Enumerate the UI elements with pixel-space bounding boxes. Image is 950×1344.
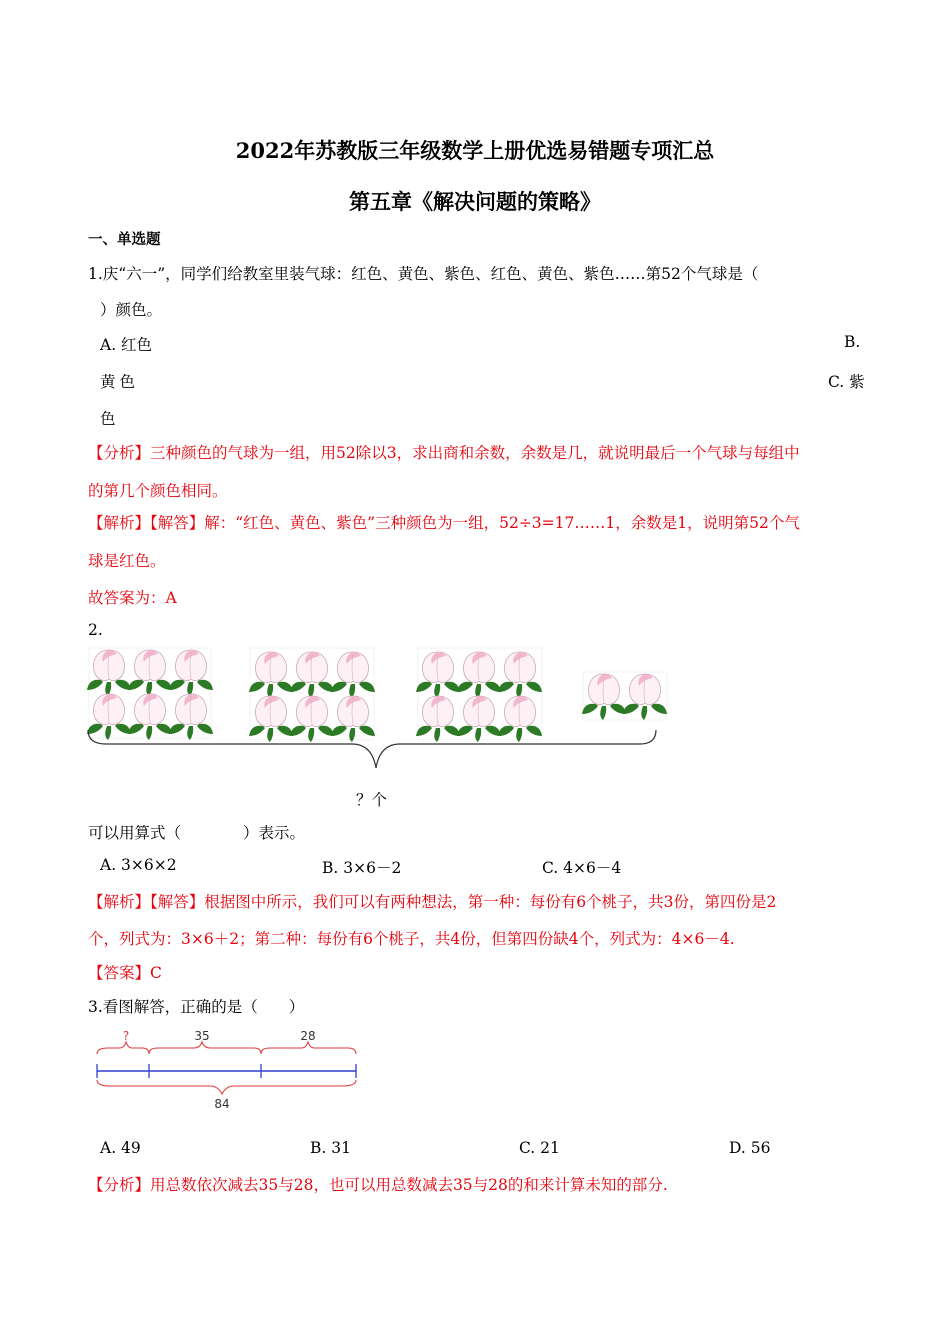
section-heading: 一、单选题 (88, 231, 161, 248)
q1-stem-line2: ）颜色。 (100, 301, 163, 319)
label-unknown: ? (122, 1029, 130, 1043)
label-84: 84 (214, 1097, 230, 1111)
peach-figure (80, 640, 680, 775)
q1-solution-line1: 【解析】【解答】解：“红色、黄色、紫色”三种颜色为一组，52÷3=17……1，余数是1，说明第52个气 (88, 514, 800, 532)
q2-solution-line1: 【解析】【解答】根据图中所示，我们可以有两种想法，第一种：每份有6个桃子，共3份，第四份是2 (88, 893, 777, 911)
q2-option-a: A. 3×6×2 (100, 856, 177, 874)
brace-unknown (97, 1042, 149, 1054)
q2-answer: 【答案】C (88, 964, 162, 982)
q1-answer: 故答案为：A (88, 589, 177, 607)
q3-option-a: A. 49 (100, 1139, 141, 1157)
q3-option-c: C. 21 (519, 1139, 560, 1157)
peach-group-2 (249, 648, 375, 742)
q3-option-d: D. 56 (729, 1139, 771, 1157)
segment-diagram (90, 1028, 370, 1118)
q3-analysis: 【分析】用总数依次减去35与28，也可以用总数减去35与28的和来计算未知的部分. (88, 1176, 668, 1194)
chapter-subtitle: 第五章《解决问题的策略》 (349, 189, 601, 214)
q1-analysis-line2: 的第几个颜色相同。 (88, 482, 228, 500)
peach-group-1 (87, 648, 213, 740)
q1-option-b-text: 黄色 (100, 373, 140, 391)
peach-group-3 (416, 648, 542, 742)
q3-stem: 3.看图解答，正确的是（ ） (88, 998, 305, 1016)
q1-option-b-label: B. (844, 333, 861, 351)
q2-solution-line2: 个，列式为：3×6＋2；第二种：每份有6个桃子，共4份，但第四份缺4个，列式为：4×6－4. (88, 930, 735, 948)
document-title: 2022年苏教版三年级数学上册优选易错题专项汇总 (235, 138, 715, 163)
brace-total (97, 1080, 356, 1094)
label-28: 28 (300, 1029, 316, 1043)
q1-option-a: A. 红色 (100, 336, 153, 354)
q1-option-c-label: C. 紫 (828, 373, 865, 391)
q2-option-c: C. 4×6－4 (542, 859, 622, 877)
q2-stem: 可以用算式（ ）表示。 (88, 824, 306, 842)
q2-option-b: B. 3×6－2 (322, 859, 402, 877)
q3-option-b: B. 31 (310, 1139, 351, 1157)
q2-figure-question-label: ？个 (356, 791, 388, 809)
q1-analysis-line1: 【分析】三种颜色的气球为一组，用52除以3，求出商和余数，余数是几，就说明最后一个气球与每组中 (88, 444, 800, 462)
brace-28 (261, 1042, 356, 1054)
label-35: 35 (194, 1029, 210, 1043)
q1-solution-line2: 球是红色。 (88, 552, 166, 570)
peach-group-4 (582, 672, 667, 720)
brace-35 (149, 1042, 261, 1054)
q2-number: 2. (88, 621, 103, 639)
q1-option-c-text: 色 (100, 410, 116, 428)
q1-stem-line1: 1.庆“六一”，同学们给教室里装气球：红色、黄色、紫色、红色、黄色、紫色……第52个气球是（ (88, 265, 759, 283)
